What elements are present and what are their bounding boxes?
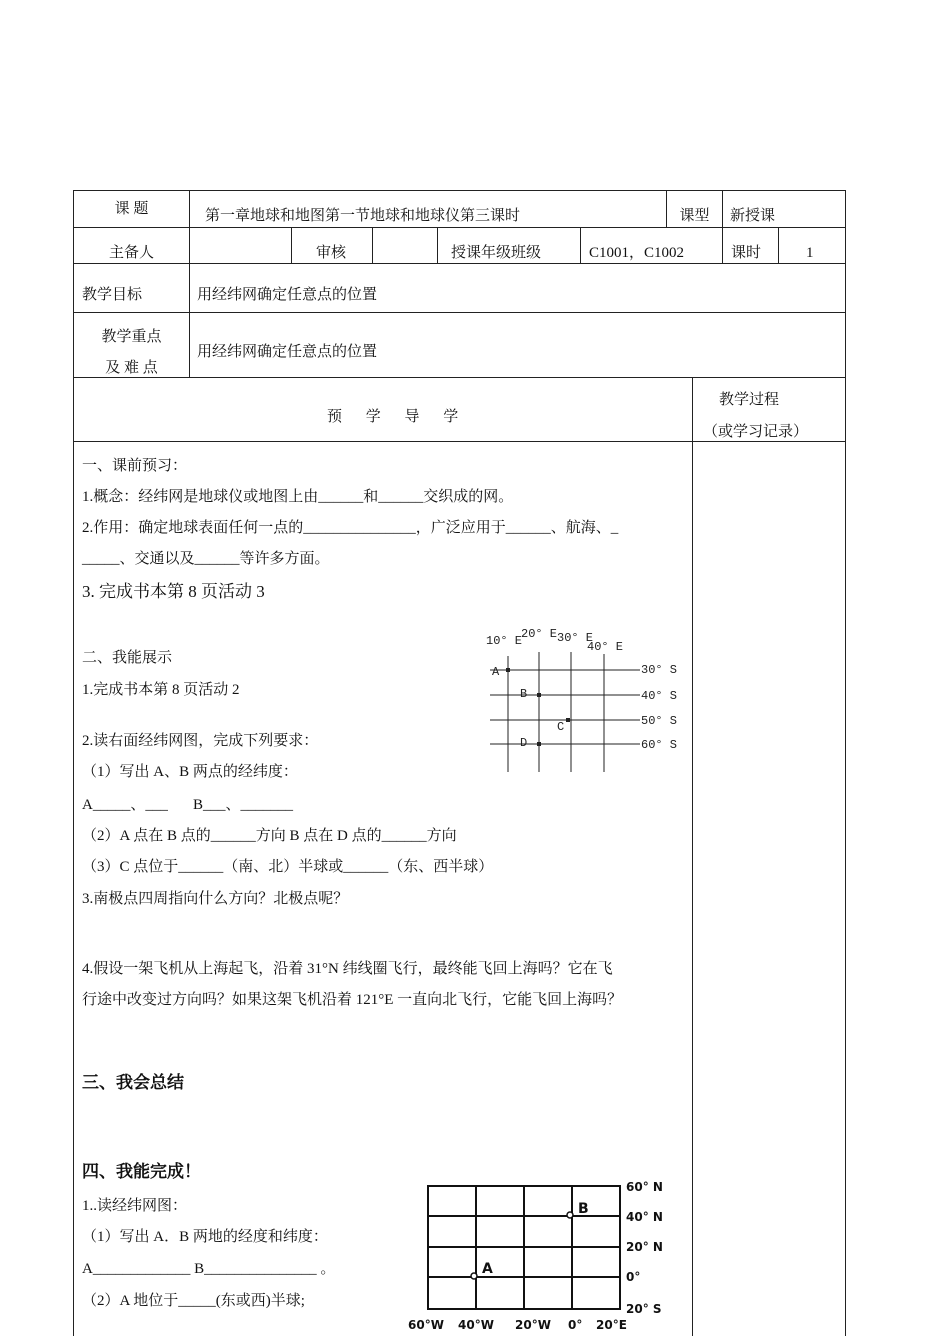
lat-label: 40° N bbox=[626, 1210, 663, 1224]
section4-q1-2: （2）A 地位于_____(东或西)半球; bbox=[82, 1293, 305, 1309]
section4-heading: 四、我能完成！ bbox=[82, 1162, 201, 1182]
section1-line3: _____、交通以及______等许多方面。 bbox=[82, 551, 330, 567]
section1-line1: 1.概念：经纬网是地球仪或地图上由______和______交织成的网。 bbox=[82, 489, 514, 505]
section2-blank-b: B___、_______ bbox=[193, 797, 294, 813]
lon-label: 40°W bbox=[458, 1318, 494, 1332]
graticule-diagram-2 bbox=[400, 1175, 690, 1335]
type-value: 新授课 bbox=[730, 208, 776, 224]
preparer-label: 主备人 bbox=[108, 245, 154, 261]
point-label: B bbox=[520, 687, 528, 701]
goal-value: 用经纬网确定任意点的位置 bbox=[197, 287, 378, 303]
section2-blank-a: A_____、___ bbox=[82, 797, 168, 813]
lat-label: 50° S bbox=[641, 714, 678, 728]
lon-label: 40° E bbox=[587, 640, 624, 654]
lon-label: 20° E bbox=[521, 627, 558, 641]
point-label: D bbox=[520, 736, 528, 750]
section2-q3: 3.南极点四周指向什么方向？北极点呢？ bbox=[82, 891, 349, 907]
section2-q4-line1: 4.假设一架飞机从上海起飞，沿着 31°N 纬线圈飞行，最终能飞回上海吗？它在飞 bbox=[82, 961, 613, 977]
lon-label: 10° E bbox=[486, 634, 523, 648]
lat-label: 30° S bbox=[641, 663, 678, 677]
point-label: A bbox=[482, 1261, 493, 1277]
topic-value: 第一章地球和地图第一节地球和地球仪第三课时 bbox=[205, 208, 521, 224]
section1-line2: 2.作用：确定地球表面任何一点的_______________，广泛应用于______、航海、_ bbox=[82, 520, 619, 536]
lat-label: 0° bbox=[626, 1270, 641, 1284]
section4-q1: 1..读经纬网图： bbox=[82, 1198, 188, 1214]
reviewer-label: 审核 bbox=[316, 245, 347, 261]
grade-value: C1001，C1002 bbox=[589, 245, 685, 261]
hours-label: 课时 bbox=[731, 245, 762, 261]
point-b-marker bbox=[567, 1212, 573, 1218]
section2-q2-2: （2）A 点在 B 点的______方向 B 点在 D 点的______方向 bbox=[82, 828, 457, 844]
graticule-diagram-1 bbox=[480, 622, 690, 782]
section4-q1-1-blanks: A_____________ B_______________ 。 bbox=[82, 1261, 336, 1277]
section2-q2-1: （1）写出 A、B 两点的经纬度： bbox=[82, 764, 298, 780]
grade-label: 授课年级班级 bbox=[451, 245, 542, 261]
point-a-marker bbox=[471, 1273, 477, 1279]
point-c-marker bbox=[566, 718, 570, 722]
focus-value: 用经纬网确定任意点的位置 bbox=[197, 344, 378, 360]
guide-title: 预 学 导 学 bbox=[327, 409, 469, 425]
point-d-marker bbox=[537, 742, 541, 746]
lat-label: 20° S bbox=[626, 1302, 662, 1316]
lon-label: 60°W bbox=[408, 1318, 444, 1332]
process-label-1: 教学过程 bbox=[719, 392, 780, 408]
section4-q1-1: （1）写出 A．B 两地的经度和纬度： bbox=[82, 1229, 328, 1245]
process-label-2: （或学习记录） bbox=[703, 424, 809, 440]
section2-q2: 2.读右面经纬网图，完成下列要求： bbox=[82, 733, 319, 749]
point-label: A bbox=[492, 665, 500, 679]
topic-label: 课 题 bbox=[114, 201, 149, 217]
section2-q1: 1.完成书本第 8 页活动 2 bbox=[82, 682, 240, 698]
lon-label: 30° E bbox=[557, 631, 594, 645]
section2-heading: 二、我能展示 bbox=[82, 650, 173, 666]
focus-label-1: 教学重点 bbox=[101, 329, 162, 345]
point-a-marker bbox=[506, 668, 510, 672]
lon-label: 20°E bbox=[596, 1318, 627, 1332]
hours-value: 1 bbox=[806, 245, 814, 261]
lat-label: 40° S bbox=[641, 689, 678, 703]
point-b-marker bbox=[537, 693, 541, 697]
section2-q4-line2: 行途中改变过方向吗？如果这架飞机沿着 121°E 一直向北飞行，它能飞回上海吗？ bbox=[82, 992, 623, 1008]
lat-label: 60° S bbox=[641, 738, 678, 752]
section1-heading: 一、课前预习： bbox=[82, 458, 188, 474]
lat-label: 60° N bbox=[626, 1180, 663, 1194]
lon-label: 20°W bbox=[515, 1318, 551, 1332]
section2-q2-3: （3）C 点位于______（南、北）半球或______（东、西半球） bbox=[82, 859, 494, 875]
type-label: 课型 bbox=[679, 208, 710, 224]
section1-line4: 3. 完成书本第 8 页活动 3 bbox=[82, 582, 265, 601]
lat-label: 20° N bbox=[626, 1240, 663, 1254]
point-label: C bbox=[557, 720, 565, 734]
point-label: B bbox=[578, 1201, 589, 1217]
section3-heading: 三、我会总结 bbox=[82, 1073, 184, 1093]
focus-label-2: 及 难 点 bbox=[105, 360, 158, 376]
lon-label: 0° bbox=[568, 1318, 583, 1332]
goal-label: 教学目标 bbox=[82, 287, 143, 303]
